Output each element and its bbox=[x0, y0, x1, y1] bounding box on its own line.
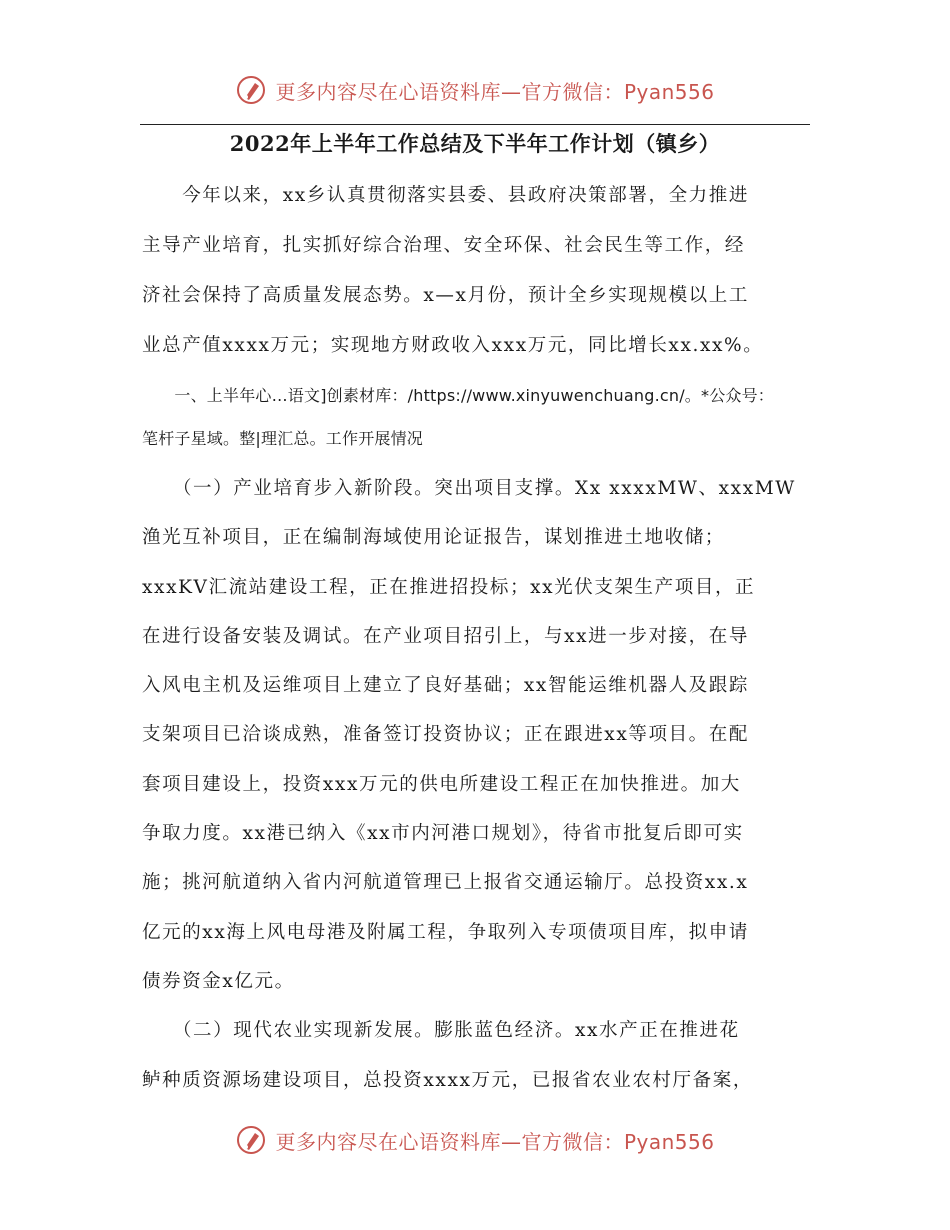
title-divider bbox=[140, 124, 810, 125]
body-line: （一）产业培育步入新阶段。突出项目支撑。Xx xxxxMW、xxxMW bbox=[142, 478, 796, 499]
body-line: xxxKV汇流站建设工程，正在推进招投标；xx光伏支架生产项目，正 bbox=[142, 577, 756, 598]
body-line: 套项目建设上，投资xxx万元的供电所建设工程正在加快推进。加大 bbox=[142, 774, 741, 795]
footer-banner-text: 更多内容尽在心语资料库—官方微信：Pyan556 bbox=[275, 1129, 715, 1154]
pen-nib-logo-icon bbox=[235, 1124, 267, 1156]
body-line: 渔光互补项目，正在编制海域使用论证报告，谋划推进土地收储； bbox=[142, 527, 725, 548]
body-line: 鲈种质资源场建设项目，总投资xxxx万元，已报省农业农村厅备案， bbox=[142, 1070, 753, 1091]
body-line: 争取力度。xx港已纳入《xx市内河港口规划》，待省市批复后即可实 bbox=[142, 823, 744, 844]
pen-nib-logo-icon bbox=[235, 74, 267, 106]
body-line: 今年以来，xx乡认真贯彻落实县委、县政府决策部署，全力推进 bbox=[142, 185, 749, 206]
body-line: 在进行设备安装及调试。在产业项目招引上，与xx进一步对接，在导 bbox=[142, 626, 749, 647]
body-line: 入风电主机及运维项目上建立了良好基础；xx智能运维机器人及跟踪 bbox=[142, 675, 749, 696]
body-line: 笔杆子星域。整|理汇总。工作开展情况 bbox=[142, 429, 423, 448]
body-line: （二）现代农业实现新发展。膨胀蓝色经济。xx水产正在推进花 bbox=[142, 1020, 740, 1041]
body-line: 亿元的xx海上风电母港及附属工程，争取列入专项债项目库，拟申请 bbox=[142, 922, 749, 943]
header-banner bbox=[0, 70, 950, 110]
body-line: 支架项目已洽谈成熟，准备签订投资协议；正在跟进xx等项目。在配 bbox=[142, 724, 749, 745]
footer-banner bbox=[0, 1120, 950, 1160]
body-line: 施；挑河航道纳入省内河航道管理已上报省交通运输厅。总投资xx.x bbox=[142, 872, 749, 893]
header-banner-text: 更多内容尽在心语资料库—官方微信：Pyan556 bbox=[275, 79, 715, 104]
document-title: 2022年上半年工作总结及下半年工作计划（镇乡） bbox=[229, 131, 721, 156]
body-line: 债券资金x亿元。 bbox=[142, 971, 295, 992]
body-line: 一、上半年心…语文]创素材库：/https://www.xinyuwenchuang.cn/。*公众号： bbox=[142, 386, 774, 405]
body-line: 济社会保持了高质量发展态势。x—x月份，预计全乡实现规模以上工 bbox=[142, 285, 749, 306]
body-line: 业总产值xxxx万元；实现地方财政收入xxx万元，同比增长xx.xx%。 bbox=[142, 335, 764, 356]
body-line: 主导产业培育，扎实抓好综合治理、安全环保、社会民生等工作，经 bbox=[142, 235, 746, 256]
